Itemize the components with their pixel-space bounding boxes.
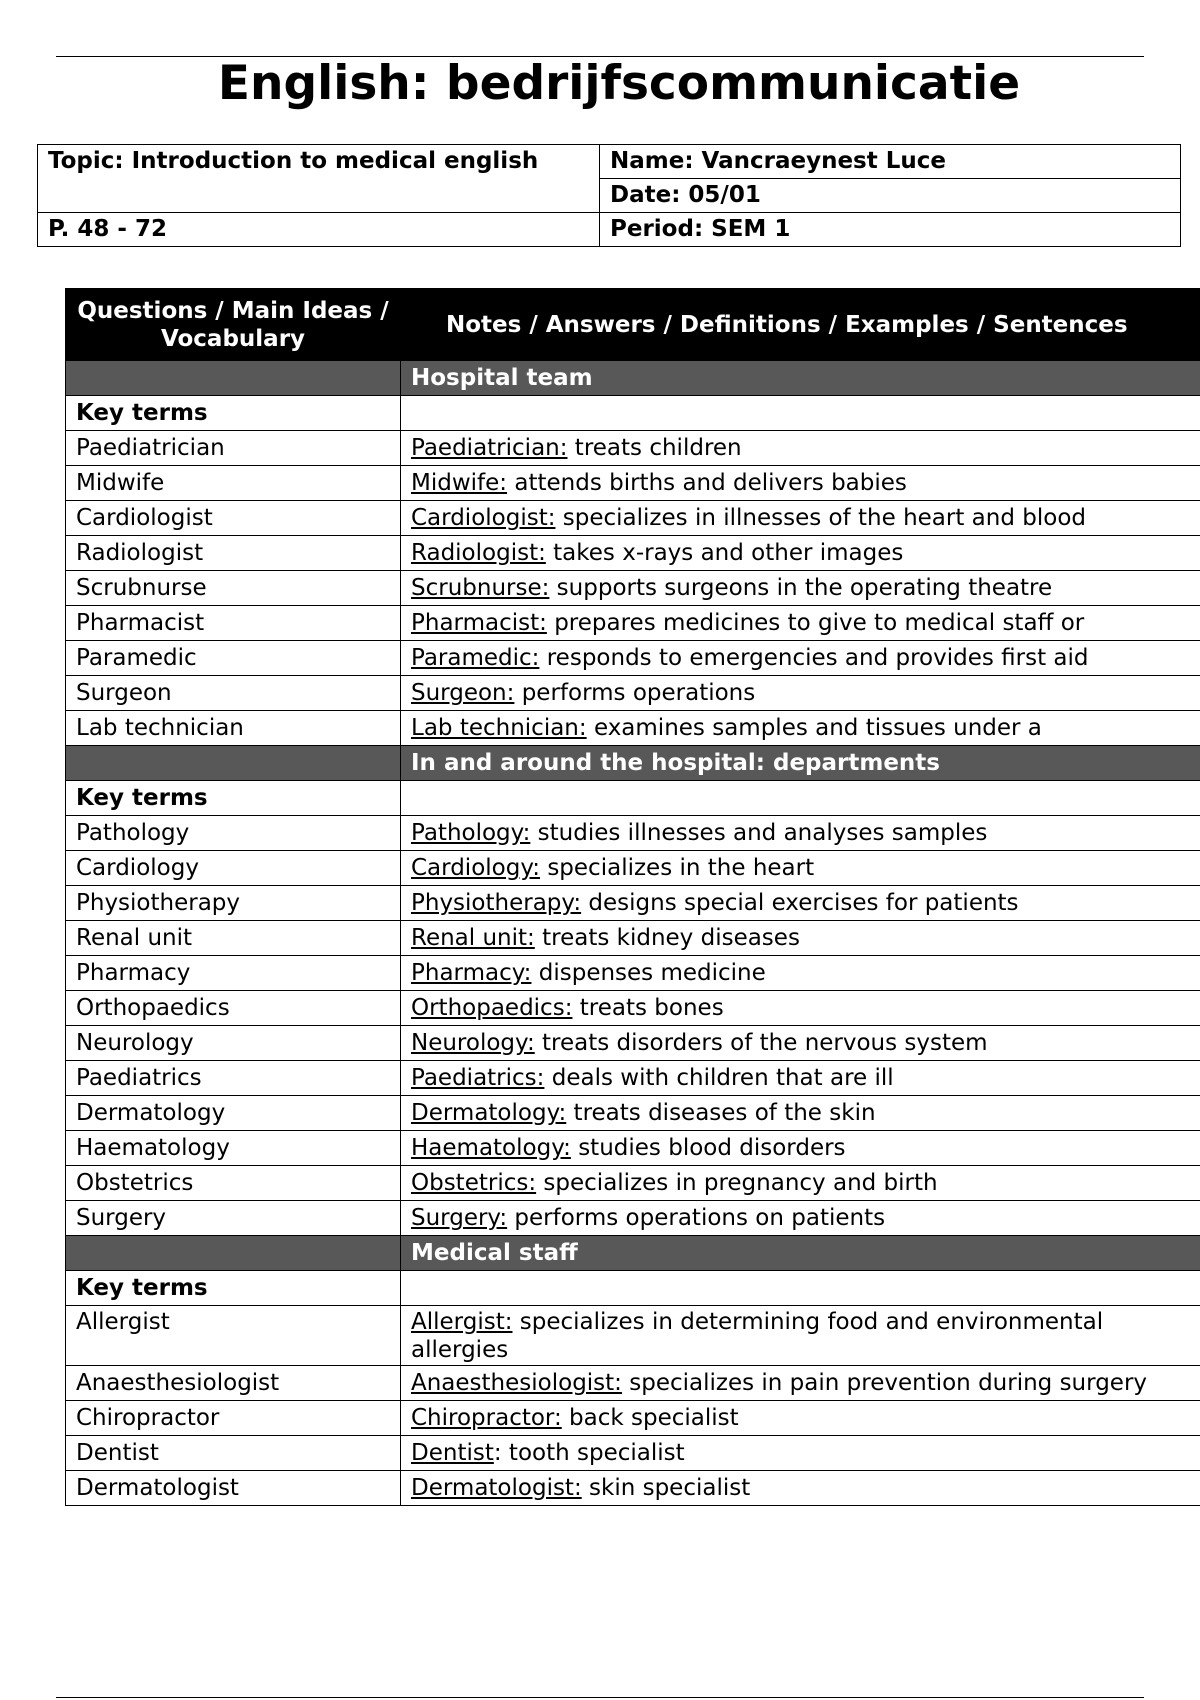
section-title: Medical staff [401, 1236, 1200, 1271]
table-row [66, 606, 1200, 641]
table-row [66, 1166, 1200, 1201]
definition-text: specializes in the heart [540, 855, 815, 881]
key-terms-row [66, 396, 1200, 431]
definition-cell [401, 921, 1200, 956]
definition-cell [401, 1436, 1200, 1471]
table-row [66, 1026, 1200, 1061]
table-row [66, 1401, 1200, 1436]
name-cell: Name: Vancraeynest Luce [600, 145, 1181, 179]
term-cell: Cardiology [66, 851, 401, 886]
term-cell: Radiologist [66, 536, 401, 571]
table-row [66, 431, 1200, 466]
definition-cell [401, 641, 1200, 676]
definition-text: performs operations [514, 680, 756, 706]
definition-text: performs operations on patients [507, 1205, 886, 1231]
term-cell: Pharmacist [66, 606, 401, 641]
definition-term: Haematology: [411, 1135, 571, 1161]
definition-term: Paramedic: [411, 645, 540, 671]
table-row [66, 1201, 1200, 1236]
key-terms-label: Key terms [66, 1271, 401, 1306]
definition-cell [401, 1096, 1200, 1131]
bottom-rule [56, 1697, 1144, 1698]
info-table [37, 144, 1181, 247]
definition-text: studies illnesses and analyses samples [530, 820, 988, 846]
definition-cell [401, 1401, 1200, 1436]
definition-term: Allergist: [411, 1309, 513, 1335]
table-row [66, 501, 1200, 536]
term-cell: Renal unit [66, 921, 401, 956]
definition-term: Orthopaedics: [411, 995, 573, 1021]
period-cell: Period: SEM 1 [600, 213, 1181, 247]
table-row [66, 641, 1200, 676]
definition-cell [401, 536, 1200, 571]
definition-text: specializes in determining food and environmental allergies [411, 1309, 1104, 1363]
section-row [66, 361, 1200, 396]
definition-text: deals with children that are ill [544, 1065, 894, 1091]
term-cell: Surgeon [66, 676, 401, 711]
term-cell: Anaesthesiologist [66, 1366, 401, 1401]
definition-text: responds to emergencies and provides first aid [539, 645, 1089, 671]
table-row [66, 886, 1200, 921]
definition-term: Pharmacy: [411, 960, 532, 986]
key-terms-label: Key terms [66, 396, 401, 431]
table-row [66, 991, 1200, 1026]
table-row [66, 1096, 1200, 1131]
definition-cell [401, 886, 1200, 921]
definition-term: Dentist [411, 1440, 494, 1466]
term-cell: Allergist [66, 1306, 401, 1366]
table-row [66, 711, 1200, 746]
definition-term: Scrubnurse: [411, 575, 550, 601]
table-row [66, 676, 1200, 711]
definition-cell [401, 431, 1200, 466]
definition-term: Physiotherapy: [411, 890, 582, 916]
table-row [66, 956, 1200, 991]
definition-cell [401, 1366, 1200, 1401]
notes-body [66, 361, 1200, 1506]
term-cell: Pharmacy [66, 956, 401, 991]
table-header-row [66, 289, 1200, 361]
section-empty-cell [66, 361, 401, 396]
term-cell: Scrubnurse [66, 571, 401, 606]
definition-term: Pharmacist: [411, 610, 547, 636]
table-row [66, 921, 1200, 956]
table-row [66, 1131, 1200, 1166]
key-terms-empty-cell [401, 781, 1200, 816]
key-terms-row [66, 781, 1200, 816]
definition-term: Radiologist: [411, 540, 546, 566]
table-row [66, 851, 1200, 886]
term-cell: Pathology [66, 816, 401, 851]
term-cell: Cardiologist [66, 501, 401, 536]
table-row [66, 571, 1200, 606]
header-notes: Notes / Answers / Definitions / Examples / Sentences [401, 289, 1200, 361]
definition-term: Midwife: [411, 470, 508, 496]
term-cell: Dermatologist [66, 1471, 401, 1506]
page-title: English: bedrijfscommunicatie [217, 56, 1021, 111]
definition-term: Dermatologist: [411, 1475, 582, 1501]
table-row [66, 1061, 1200, 1096]
definition-term: Neurology: [411, 1030, 535, 1056]
term-cell: Orthopaedics [66, 991, 401, 1026]
definition-text: specializes in illnesses of the heart and blood [555, 505, 1086, 531]
date-cell: Date: 05/01 [600, 179, 1181, 213]
definition-term: Anaesthesiologist: [411, 1370, 622, 1396]
definition-text: back specialist [561, 1405, 739, 1431]
table-row [66, 466, 1200, 501]
section-title: Hospital team [401, 361, 1200, 396]
term-cell: Neurology [66, 1026, 401, 1061]
key-terms-empty-cell [401, 1271, 1200, 1306]
key-terms-row [66, 1271, 1200, 1306]
definition-term: Paediatrics: [411, 1065, 545, 1091]
definition-text: supports surgeons in the operating theatre [549, 575, 1053, 601]
definition-term: Surgery: [411, 1205, 508, 1231]
definition-cell [401, 1061, 1200, 1096]
term-cell: Paediatrician [66, 431, 401, 466]
section-empty-cell [66, 746, 401, 781]
definition-text: treats kidney diseases [534, 925, 800, 951]
definition-term: Cardiologist: [411, 505, 556, 531]
definition-cell [401, 571, 1200, 606]
definition-cell [401, 1026, 1200, 1061]
key-terms-label: Key terms [66, 781, 401, 816]
notes-table [65, 288, 1200, 1506]
definition-text: examines samples and tissues under a [586, 715, 1042, 741]
definition-cell [401, 711, 1200, 746]
term-cell: Surgery [66, 1201, 401, 1236]
table-row [66, 816, 1200, 851]
definition-term: Obstetrics: [411, 1170, 537, 1196]
term-cell: Lab technician [66, 711, 401, 746]
definition-cell [401, 466, 1200, 501]
table-row [66, 1306, 1200, 1366]
definition-cell [401, 956, 1200, 991]
topic-cell: Topic: Introduction to medical english [38, 145, 600, 213]
definition-text: treats disorders of the nervous system [534, 1030, 988, 1056]
table-row [66, 536, 1200, 571]
term-cell: Obstetrics [66, 1166, 401, 1201]
section-row [66, 1236, 1200, 1271]
definition-text: : tooth specialist [493, 1440, 685, 1466]
definition-text: treats diseases of the skin [566, 1100, 876, 1126]
definition-term: Lab technician: [411, 715, 587, 741]
term-cell: Paediatrics [66, 1061, 401, 1096]
table-row [66, 1471, 1200, 1506]
definition-term: Chiropractor: [411, 1405, 562, 1431]
definition-text: skin specialist [581, 1475, 751, 1501]
term-cell: Paramedic [66, 641, 401, 676]
definition-cell [401, 1306, 1200, 1366]
pages-cell: P. 48 - 72 [38, 213, 600, 247]
definition-cell [401, 1166, 1200, 1201]
section-title: In and around the hospital: departments [401, 746, 1200, 781]
definition-term: Pathology: [411, 820, 531, 846]
definition-cell [401, 606, 1200, 641]
definition-cell [401, 1201, 1200, 1236]
definition-term: Paediatrician: [411, 435, 568, 461]
definition-term: Surgeon: [411, 680, 515, 706]
key-terms-empty-cell [401, 396, 1200, 431]
definition-text: treats bones [572, 995, 724, 1021]
definition-text: prepares medicines to give to medical staff or [546, 610, 1085, 636]
definition-cell [401, 676, 1200, 711]
table-row [66, 1436, 1200, 1471]
definition-text: takes x-rays and other images [545, 540, 904, 566]
term-cell: Dermatology [66, 1096, 401, 1131]
definition-text: dispenses medicine [531, 960, 766, 986]
table-row [66, 1366, 1200, 1401]
term-cell: Midwife [66, 466, 401, 501]
definition-cell [401, 1131, 1200, 1166]
section-row [66, 746, 1200, 781]
definition-term: Cardiology: [411, 855, 541, 881]
term-cell: Haematology [66, 1131, 401, 1166]
definition-term: Renal unit: [411, 925, 535, 951]
definition-text: treats children [567, 435, 742, 461]
term-cell: Dentist [66, 1436, 401, 1471]
definition-term: Dermatology: [411, 1100, 567, 1126]
definition-cell [401, 501, 1200, 536]
definition-text: studies blood disorders [570, 1135, 846, 1161]
header-questions: Questions / Main Ideas / Vocabulary [66, 289, 401, 361]
definition-text: specializes in pregnancy and birth [536, 1170, 938, 1196]
definition-text: attends births and delivers babies [507, 470, 907, 496]
definition-cell [401, 816, 1200, 851]
section-empty-cell [66, 1236, 401, 1271]
definition-text: designs special exercises for patients [581, 890, 1019, 916]
term-cell: Chiropractor [66, 1401, 401, 1436]
definition-text: specializes in pain prevention during surgery [621, 1370, 1148, 1396]
term-cell: Physiotherapy [66, 886, 401, 921]
definition-cell [401, 851, 1200, 886]
definition-cell [401, 991, 1200, 1026]
definition-cell [401, 1471, 1200, 1506]
